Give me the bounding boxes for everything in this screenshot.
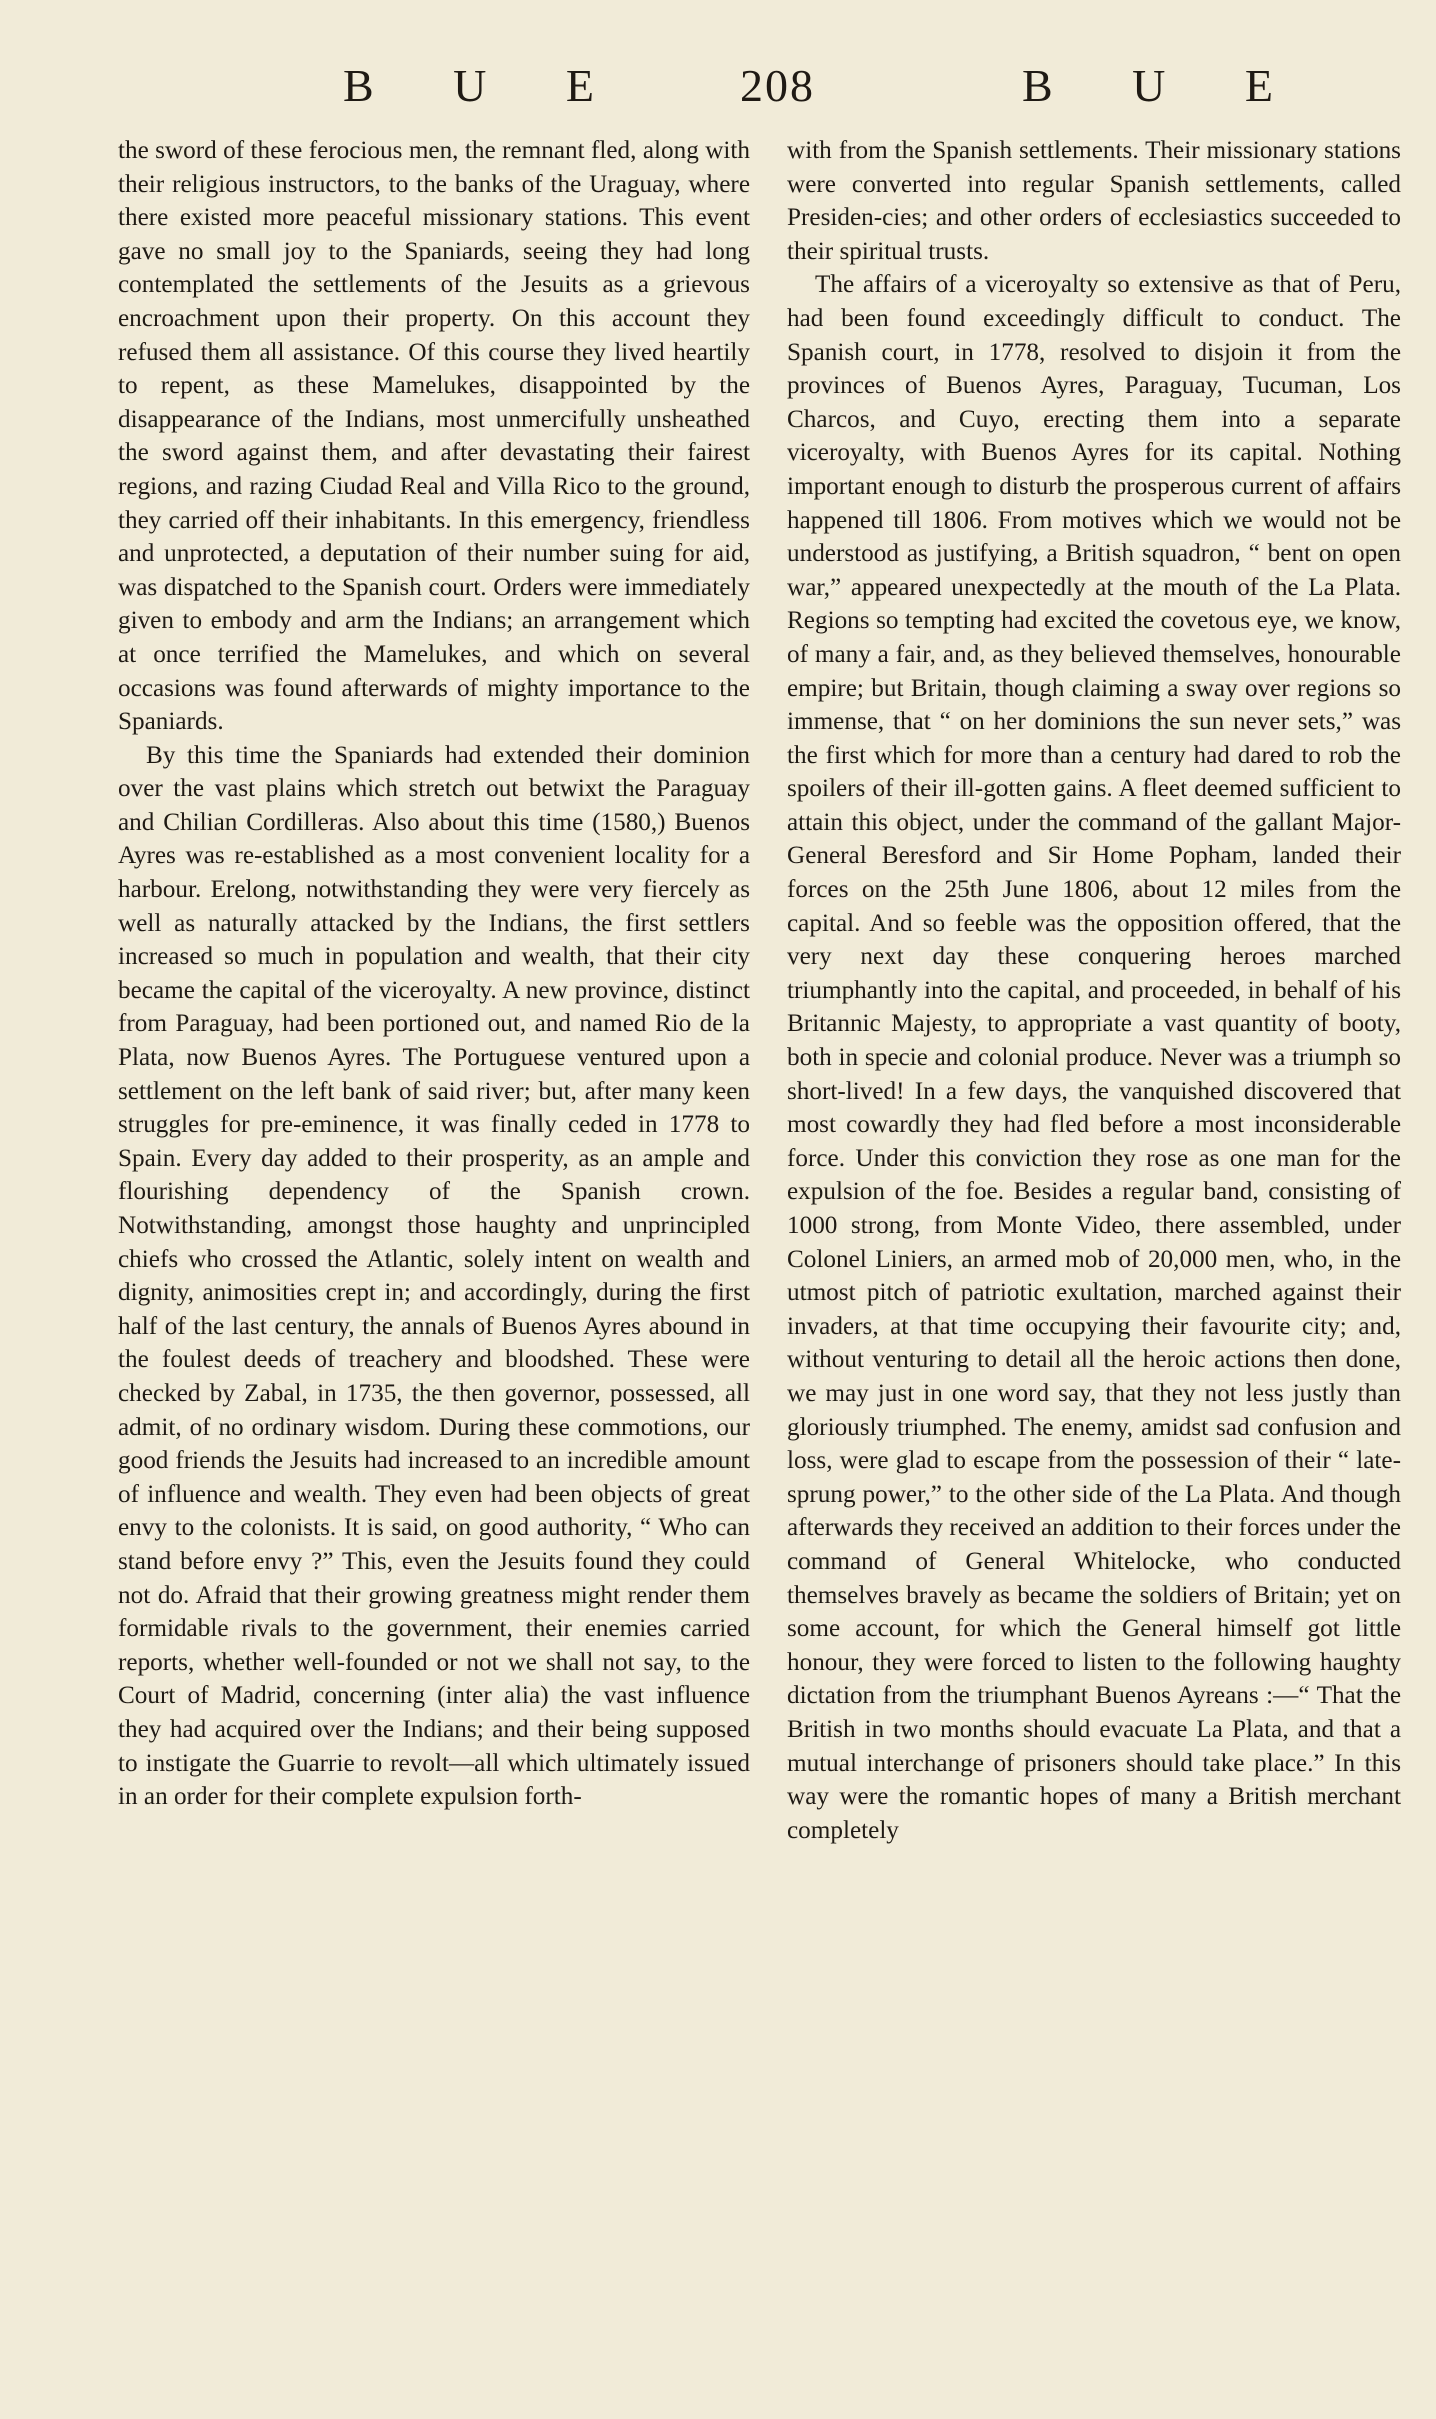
header-right: B U E <box>1022 60 1307 111</box>
paragraph: By this time the Spaniards had extended their dominion over the vast plains which stretch out betwixt the Paraguay and Chilian Cordilleras. Also about this time (1580,) Buenos Ayres was re-established as a most convenient locality for a harbour. Erelong, notwithstanding they were very fiercely as well as naturally attacked by the Indians, the first settlers increased so much in population and wealth, that their city became the capital of the viceroyalty. A new province, distinct from Paraguay, had been portioned out, and named Rio de la Plata, now Buenos Ayres. The Portuguese ventured upon a settlement on the left bank of said river; but, after many keen struggles for pre-eminence, it was finally ceded in 1778 to Spain. Every day added to their prosperity, as an ample and flourishing dependency of the Spanish crown. Notwithstanding, amongst those haughty and unprincipled chiefs who crossed the Atlantic, solely intent on wealth and dignity, animosities crept in; and accordingly, during the first half of the last century, the annals of Buenos Ayres abound in the foulest deeds of treachery and bloodshed. These were checked by Zabal, in 1735, the then governor, possessed, all admit, of no ordinary wisdom. During these commotions, our good friends the Jesuits had increased to an incredible amount of influence and wealth. They even had been objects of great envy to the colonists. It is said, on good authority, “ Who can stand before envy ?” This, even the Jesuits found they could not do. Afraid that their growing greatness might render them formidable rivals to the government, their enemies carried reports, whether well-founded or not we shall not say, to the Court of Madrid, concerning (inter alia) the vast influence they had acquired over the Indians; and their being supposed to instigate the Guarrie to revolt—all which ultimately issued in an order for their complete expulsion forth- <box>118 741 750 1811</box>
paragraph: the sword of these ferocious men, the remnant fled, along with their religious instructors, to the banks of the Uraguay, where there existed more peaceful missionary stations. This event gave no small joy to the Spaniards, seeing they had long contemplated the settlements of the Jesuits as a grievous encroachment upon their property. On this account they refused them all assistance. Of this course they lived heartily to repent, as these Mamelukes, disappointed by the disappearance of the Indians, most unmercifully unsheathed the sword against them, and after devastating their fairest regions, and razing Ciudad Real and Villa Rico to the ground, they carried off their inhabitants. In this emergency, friendless and unprotected, a deputation of their number suing for aid, was dispatched to the Spanish court. Orders were immediately given to embody and arm the Indians; an arrangement which at once terrified the Mamelukes, and which on several occasions was found afterwards of mighty importance to the Spaniards. <box>118 137 750 736</box>
paragraph: with from the Spanish settlements. Their missionary stations were converted into regular Spanish settlements, called Presiden-cies; and other orders of ecclesiastics succeeded to their spiritual trusts. <box>787 137 1401 265</box>
page-number: 208 <box>740 60 815 111</box>
right-column <box>787 134 1401 1847</box>
running-header <box>0 56 1436 116</box>
header-left: B U E <box>343 60 628 111</box>
left-column <box>118 134 750 1814</box>
paragraph: The affairs of a viceroyalty so extensive as that of Peru, had been found exceedingly difficult to conduct. The Spanish court, in 1778, resolved to disjoin it from the provinces of Buenos Ayres, Paraguay, Tucuman, Los Charcos, and Cuyo, erecting them into a separate viceroyalty, with Buenos Ayres for its capital. Nothing important enough to disturb the prosperous current of affairs happened till 1806. From motives which we would not be understood as justifying, a British squadron, “ bent on open war,” appeared unexpectedly at the mouth of the La Plata. Regions so tempting had excited the covetous eye, we know, of many a fair, and, as they believed themselves, honourable empire; but Britain, though claiming a sway over regions so immense, that “ on her dominions the sun never sets,” was the first which for more than a century had dared to rob the spoilers of their ill-gotten gains. A fleet deemed sufficient to attain this object, under the command of the gallant Major-General Beresford and Sir Home Popham, landed their forces on the 25th June 1806, about 12 miles from the capital. And so feeble was the opposition offered, that the very next day these conquering heroes marched triumphantly into the capital, and proceeded, in behalf of his Britannic Majesty, to appropriate a vast quantity of booty, both in specie and colonial produce. Never was a triumph so short-lived! In a few days, the vanquished discovered that most cowardly they had fled before a most inconsiderable force. Under this conviction they rose as one man for the expulsion of the foe. Besides a regular band, consisting of 1000 strong, from Monte Video, there assembled, under Colonel Liniers, an armed mob of 20,000 men, who, in the utmost pitch of patriotic exultation, marched against their invaders, at that time occupying their favourite city; and, without venturing to detail all the heroic actions then done, we may just in one word say, that they not less justly than gloriously triumphed. The enemy, amidst sad confusion and loss, were glad to escape from the possession of their “ late-sprung power,” to the other side of the La Plata. And though afterwards they received an addition to their forces under the command of General Whitelocke, who conducted themselves bravely as became the soldiers of Britain; yet on some account, for which the General himself got little honour, they were forced to listen to the following haughty dictation from the triumphant Buenos Ayreans :—“ That the British in two months should evacuate La Plata, and that a mutual interchange of prisoners should take place.” In this way were the romantic hopes of many a British merchant completely <box>787 271 1401 1844</box>
